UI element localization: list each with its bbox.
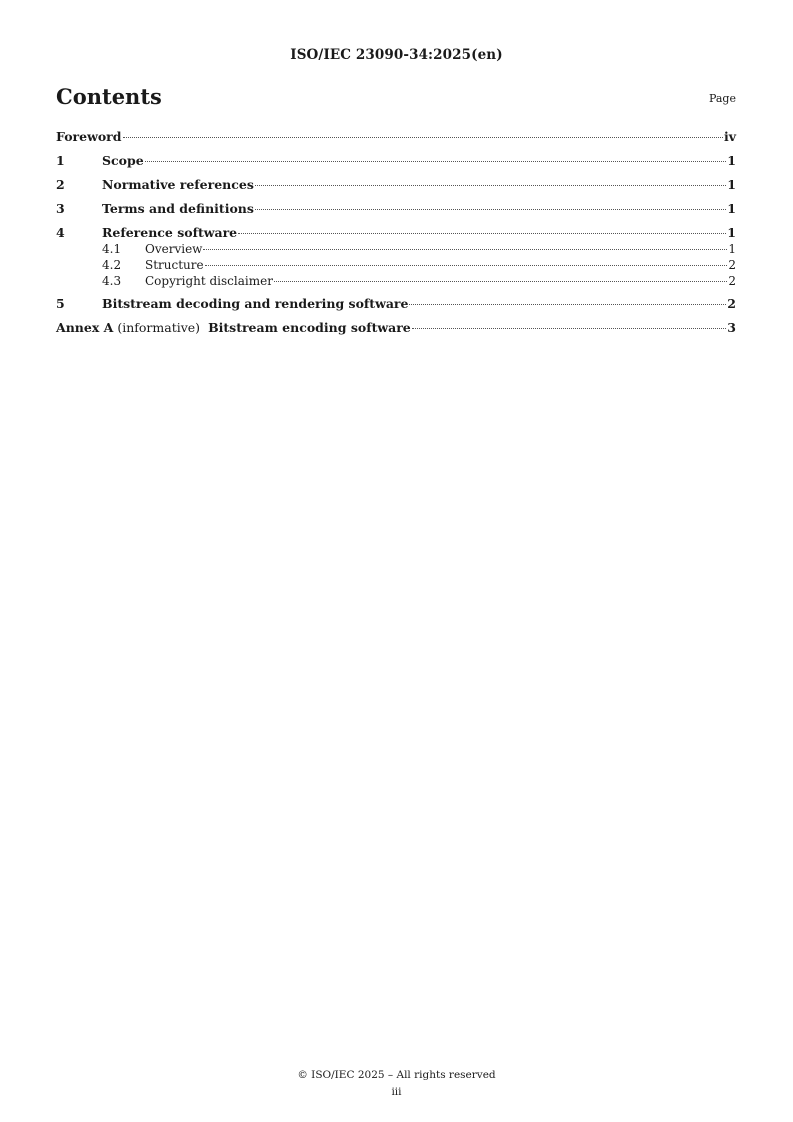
- toc-subentry-overview[interactable]: [56, 241, 736, 257]
- dot-leader: [123, 137, 723, 138]
- toc-entry-number: 4.1: [102, 242, 122, 256]
- page-footer: [0, 1067, 793, 1101]
- copyright-notice: © ISO/IEC 2025 – All rights reserved: [297, 1069, 496, 1081]
- toc-entry-title: Bitstream encoding software: [208, 320, 411, 335]
- dot-leader: [238, 233, 726, 234]
- dot-leader: [255, 185, 726, 186]
- annex-type: (informative): [117, 320, 201, 335]
- dot-leader: [274, 281, 727, 282]
- annex-label: Annex A: [56, 320, 114, 335]
- toc-entry-page: 3: [727, 320, 736, 335]
- toc-subentry-structure[interactable]: [56, 257, 736, 273]
- page-number: iii: [391, 1086, 402, 1098]
- toc-entry-title: Foreword: [56, 129, 122, 144]
- toc-entry-title: Structure: [145, 258, 204, 272]
- dot-leader: [412, 328, 727, 329]
- toc-entry-title: Reference software: [102, 225, 238, 240]
- toc-entry-title: Bitstream decoding and rendering software: [102, 296, 409, 311]
- dot-leader: [409, 304, 726, 305]
- dot-leader: [145, 161, 727, 162]
- toc-entry-page: 1: [728, 242, 736, 256]
- toc-entry-title: Terms and definitions: [102, 201, 254, 216]
- toc-entry-title: Copyright disclaimer: [145, 274, 273, 288]
- toc-entry-terms-and-definitions[interactable]: [56, 200, 736, 217]
- toc-subentry-copyright-disclaimer[interactable]: [56, 273, 736, 289]
- toc-entry-page: 2: [728, 258, 736, 272]
- page-column-label: Page: [708, 92, 736, 105]
- toc-entry-title: Scope: [102, 153, 144, 168]
- toc-entry-foreword[interactable]: [56, 128, 736, 145]
- toc-entry-reference-software[interactable]: [56, 224, 736, 241]
- toc-entry-number: 1: [56, 153, 65, 168]
- toc-entry-annex-a[interactable]: [56, 319, 736, 336]
- dot-leader: [203, 249, 727, 250]
- toc-entry-number: 4: [56, 225, 65, 240]
- table-of-contents: [56, 128, 736, 343]
- contents-title: Contents: [56, 84, 162, 109]
- toc-entry-number: 2: [56, 177, 65, 192]
- toc-entry-scope[interactable]: [56, 152, 736, 169]
- toc-entry-page: 1: [727, 153, 736, 168]
- dot-leader: [255, 209, 726, 210]
- toc-entry-title: Overview: [145, 242, 203, 256]
- toc-entry-page: 2: [727, 296, 736, 311]
- toc-entry-page: 1: [727, 201, 736, 216]
- toc-entry-number: 4.3: [102, 274, 122, 288]
- toc-entry-normative-references[interactable]: [56, 176, 736, 193]
- dot-leader: [205, 265, 728, 266]
- toc-entry-page: 1: [727, 177, 736, 192]
- toc-entry-number: 4.2: [102, 258, 122, 272]
- toc-entry-page: 2: [728, 274, 736, 288]
- toc-entry-title: Normative references: [102, 177, 254, 192]
- toc-entry-number: 5: [56, 296, 65, 311]
- toc-entry-page: iv: [723, 129, 736, 144]
- toc-entry-number: 3: [56, 201, 65, 216]
- toc-entry-bitstream-decoding[interactable]: [56, 295, 736, 312]
- document-id-header: ISO/IEC 23090-34:2025(en): [290, 47, 503, 63]
- toc-entry-page: 1: [727, 225, 736, 240]
